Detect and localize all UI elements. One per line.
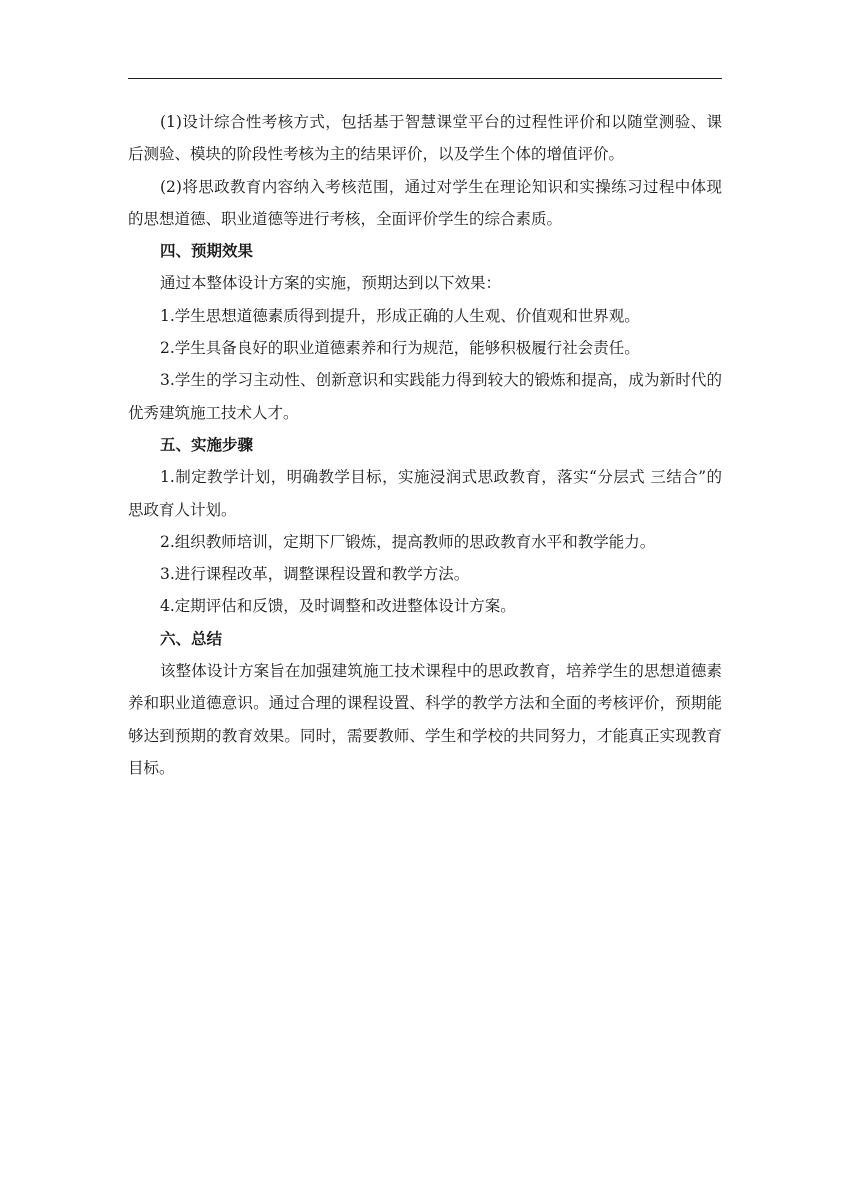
- paragraph-effects-intro: 通过本整体设计方案的实施，预期达到以下效果：: [160, 274, 502, 293]
- header-rule: [128, 78, 722, 79]
- list-item-effect-3: 3.学生的学习主动性、创新意识和实践能力得到较大的锻炼和提高，成为新时代的优秀建筑施工技术人才。: [128, 371, 722, 422]
- paragraph-assessment-scope: (2)将思政教育内容纳入考核范围，通过对学生在理论知识和实操练习过程中体现的思想道德、职业道德等进行考核，全面评价学生的综合素质。: [128, 177, 722, 228]
- list-item-effect-1: 1.学生思想道德素质得到提升，形成正确的人生观、价值观和世界观。: [160, 306, 640, 325]
- paragraph-summary: 该整体设计方案旨在加强建筑施工技术课程中的思政教育，培养学生的思想道德素养和职业道德意识。通过合理的课程设置、科学的教学方法和全面的考核评价，预期能够达到预期的教育效果。同时，需要教师、学生和学校的共同努力，才能真正实现教育目标。: [128, 662, 722, 777]
- section-heading-expected-effects: 四、预期效果: [160, 241, 254, 261]
- list-item-step-1: 1.制定教学计划，明确教学目标，实施浸润式思政教育，落实“分层式 三结合”的思政育人计划。: [128, 468, 722, 519]
- document-body: [128, 106, 722, 784]
- list-item-step-4: 4.定期评估和反馈，及时调整和改进整体设计方案。: [160, 597, 516, 616]
- list-item-step-3: 3.进行课程改革，调整课程设置和教学方法。: [160, 565, 470, 584]
- list-item-step-2: 2.组织教师培训，定期下厂锻炼，提高教师的思政教育水平和教学能力。: [160, 532, 656, 551]
- list-item-effect-2: 2.学生具备良好的职业道德素养和行为规范，能够积极履行社会责任。: [160, 339, 640, 358]
- section-heading-implementation-steps: 五、实施步骤: [160, 434, 254, 454]
- section-heading-summary: 六、总结: [160, 628, 223, 648]
- paragraph-assessment-method: (1)设计综合性考核方式，包括基于智慧课堂平台的过程性评价和以随堂测验、课后测验、模块的阶段性考核为主的结果评价，以及学生个体的增值评价。: [128, 113, 722, 164]
